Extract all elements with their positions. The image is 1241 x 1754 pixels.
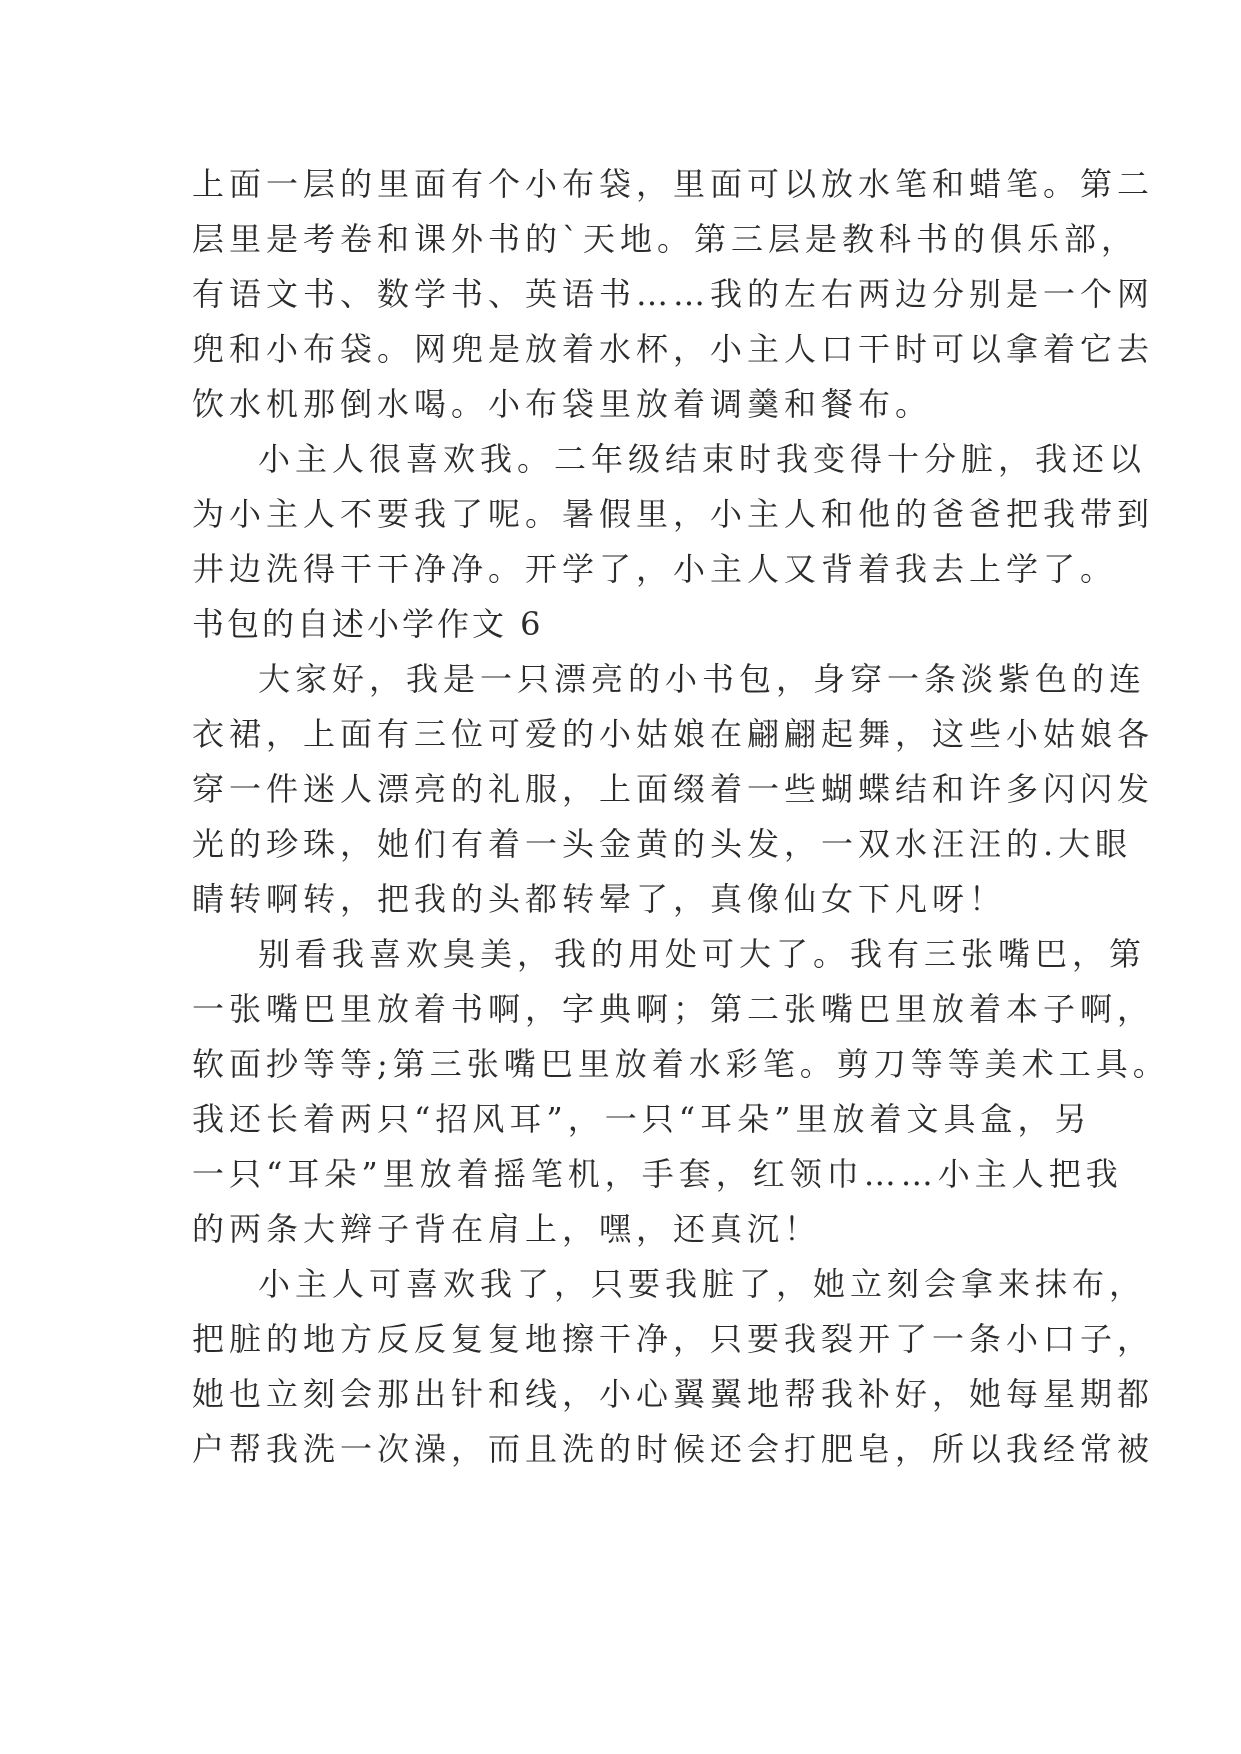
text-line: 饮水机那倒水喝。小布袋里放着调羹和餐布。 <box>192 385 933 423</box>
section-heading: 书包的自述小学作文 6 <box>192 605 544 643</box>
text-line: 的两条大辫子背在肩上，嘿，还真沉！ <box>192 1210 822 1248</box>
text-line: 穿一件迷人漂亮的礼服，上面缀着一些蝴蝶结和许多闪闪发 <box>192 770 1155 808</box>
text-line: 兜和小布袋。网兜是放着水杯，小主人口干时可以拿着它去 <box>192 330 1155 368</box>
document-body <box>192 157 1170 1477</box>
paragraph-start-line: 小主人可喜欢我了，只要我脏了，她立刻会拿来抹布， <box>258 1265 1147 1303</box>
paragraph-start-line: 小主人很喜欢我。二年级结束时我变得十分脏，我还以 <box>258 440 1147 478</box>
text-line: 户帮我洗一次澡，而且洗的时候还会打肥皂，所以我经常被 <box>192 1430 1155 1468</box>
paragraph-start-line: 大家好，我是一只漂亮的小书包，身穿一条淡紫色的连 <box>258 660 1147 698</box>
text-line: 井边洗得干干净净。开学了，小主人又背着我去上学了。 <box>192 550 1118 588</box>
text-line: 睛转啊转，把我的头都转晕了，真像仙女下凡呀！ <box>192 880 1007 918</box>
paragraph-start-line: 别看我喜欢臭美，我的用处可大了。我有三张嘴巴，第 <box>258 935 1147 973</box>
text-line: 光的珍珠，她们有着一头金黄的头发，一双水汪汪的.大眼 <box>192 825 1133 863</box>
text-line: 为小主人不要我了呢。暑假里，小主人和他的爸爸把我带到 <box>192 495 1155 533</box>
text-line: 她也立刻会那出针和线，小心翼翼地帮我补好，她每星期都 <box>192 1375 1155 1413</box>
text-line: 我还长着两只“招风耳”，一只“耳朵”里放着文具盒，另 <box>192 1100 1092 1138</box>
text-line: 一只“耳朵”里放着摇笔机，手套，红领巾……小主人把我 <box>192 1155 1123 1193</box>
text-line: 把脏的地方反反复复地擦干净，只要我裂开了一条小口子， <box>192 1320 1155 1358</box>
text-line: 软面抄等等;第三张嘴巴里放着水彩笔。剪刀等等美术工具。 <box>192 1045 1170 1083</box>
text-line: 上面一层的里面有个小布袋，里面可以放水笔和蜡笔。第二 <box>192 165 1155 203</box>
text-line: 衣裙，上面有三位可爱的小姑娘在翩翩起舞，这些小姑娘各 <box>192 715 1155 753</box>
text-line: 有语文书、数学书、英语书……我的左右两边分别是一个网 <box>192 275 1155 313</box>
text-line: 一张嘴巴里放着书啊，字典啊；第二张嘴巴里放着本子啊， <box>192 990 1155 1028</box>
text-line: 层里是考卷和课外书的`天地。第三层是教科书的俱乐部， <box>192 220 1139 258</box>
